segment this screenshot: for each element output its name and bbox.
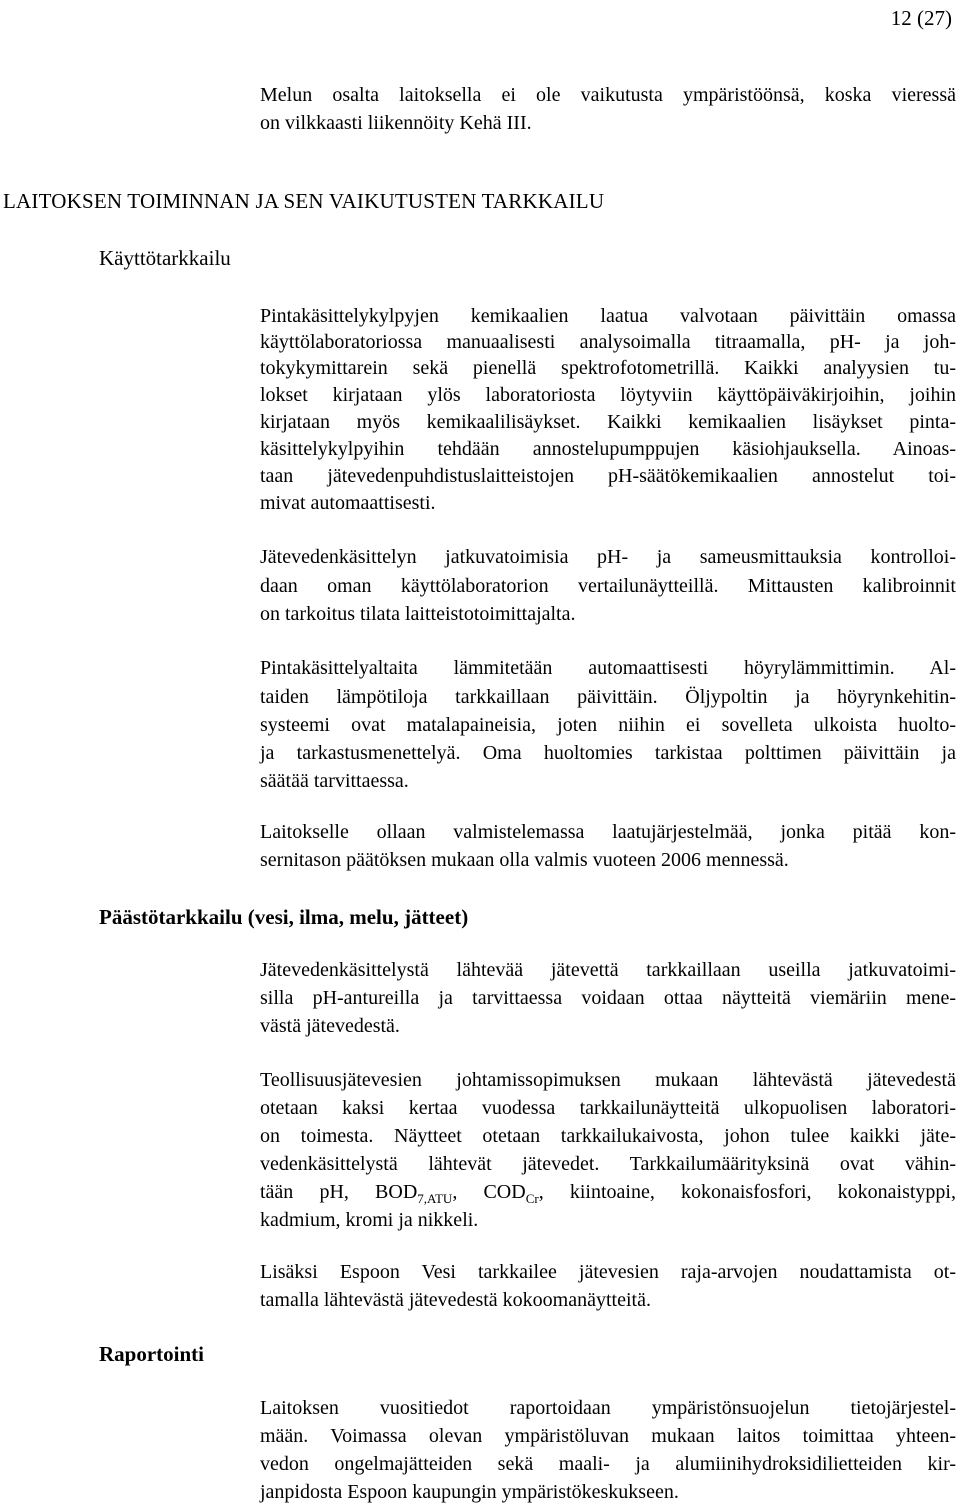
bod-subscript: 7,ATU [417,1191,453,1206]
text-line: vedenkäsittelystä lähtevät jätevedet. Tarkkailumäärityksinä ovat vähin- [260,1153,956,1175]
text-line: mään. Voimassa olevan ympäristöluvan mukaan laitos toimittaa yhteen- [260,1425,956,1447]
formula-text: , COD [452,1181,526,1203]
text-line: janpidosta Espoon kaupungin ympäristökeskukseen. [260,1481,679,1503]
text-line: sernitason päätöksen mukaan olla valmis vuoteen 2006 mennessä. [260,849,789,871]
text-line: ja tarkastusmenettelyä. Oma huoltomies tarkistaa polttimen päivittäin ja [260,742,956,764]
text-line: Melun osalta laitoksella ei ole vaikutusta ympäristöönsä, koska vieressä [260,84,956,106]
text-line: otetaan kaksi kertaa vuodessa tarkkailunäytteitä ulkopuolisen laboratori- [260,1097,956,1119]
text-line: Teollisuusjätevesien johtamissopimuksen mukaan lähtevästä jätevedestä [260,1069,956,1091]
text-line: Jätevedenkäsittelystä lähtevää jätevettä tarkkaillaan useilla jatkuvatoimi- [260,959,956,981]
text-line: taan jätevedenpuhdistuslaitteistojen pH-säätökemikaalien annostelut toi- [260,465,956,487]
text-line: käyttölaboratoriossa manuaalisesti analysoimalla titraamalla, pH- ja joh- [260,331,956,353]
text-line: systeemi ovat matalapaineisia, joten niihin ei sovelleta ulkoista huolto- [260,714,956,736]
text-line: Laitokselle ollaan valmistelemassa laatujärjestelmää, jonka pitää kon- [260,821,956,843]
section-label-raportointi: Raportointi [99,1342,204,1366]
text-line: on tarkoitus tilata laitteistotoimittajalta. [260,603,576,625]
text-line: västä jätevedestä. [260,1015,400,1037]
text-line: kirjataan myös kemikaalilisäykset. Kaikki kemikaalien lisäykset pinta- [260,411,956,433]
text-line: Pintakäsittelyaltaita lämmitetään automaattisesti höyrylämmittimin. Al- [260,657,956,679]
text-line: taiden lämpötiloja tarkkaillaan päivittäin. Öljypoltin ja höyrynkehitin- [260,686,956,708]
text-line: Pintakäsittelykylpyjen kemikaalien laatua valvotaan päivittäin omassa [260,305,956,327]
text-line: tokykymittarein sekä pienellä spektrofotometrillä. Kaikki analyysien tu- [260,357,956,379]
text-line: on vilkkaasti liikennöity Kehä III. [260,112,532,134]
text-line: Lisäksi Espoon Vesi tarkkailee jätevesien raja-arvojen noudattamista ot- [260,1261,956,1283]
text-line: Jätevedenkäsittelyn jatkuvatoimisia pH- ja sameusmittauksia kontrolloi- [260,546,956,568]
text-line: daan oman käyttölaboratorion vertailunäytteillä. Mittausten kalibroinnit [260,575,956,597]
text-line: lokset kirjataan ylös laboratoriosta löytyviin käyttöpäiväkirjoihin, joihin [260,384,956,406]
text-line: vedon ongelmajätteiden sekä maali- ja alumiinihydroksidilietteiden kir- [260,1453,956,1475]
text-line: tamalla lähtevästä jätevedestä kokoomanäytteitä. [260,1289,651,1311]
page-number: 12 (27) [890,6,952,30]
text-line: Laitoksen vuositiedot raportoidaan ympäristönsuojelun tietojärjestel- [260,1397,956,1419]
text-line-with-formula [260,1178,956,1207]
text-line: on toimesta. Näytteet otetaan tarkkailukaivosta, johon tulee kaikki jäte- [260,1125,956,1147]
cod-subscript: Cr [525,1191,539,1206]
text-line: käsittelykylpyihin tehdään annostelupumppujen käsiohjauksella. Ainoas- [260,438,956,460]
main-heading: LAITOKSEN TOIMINNAN JA SEN VAIKUTUSTEN TARKKAILU [3,189,605,213]
formula-text: tään pH, BOD [260,1181,418,1203]
text-line: kadmium, kromi ja nikkeli. [260,1209,479,1231]
section-label-paastotarkkailu: Päästötarkkailu (vesi, ilma, melu, jätteet) [99,905,469,929]
text-line: mivat automaattisesti. [260,492,436,514]
text-line: säätää tarvittaessa. [260,770,409,792]
text-line: silla pH-antureilla ja tarvittaessa voidaan ottaa näytteitä viemäriin mene- [260,987,956,1009]
section-label-kayttotarkkailu: Käyttötarkkailu [99,246,231,270]
formula-text: , kiintoaine, kokonaisfosfori, kokonaistyppi, [538,1181,956,1203]
